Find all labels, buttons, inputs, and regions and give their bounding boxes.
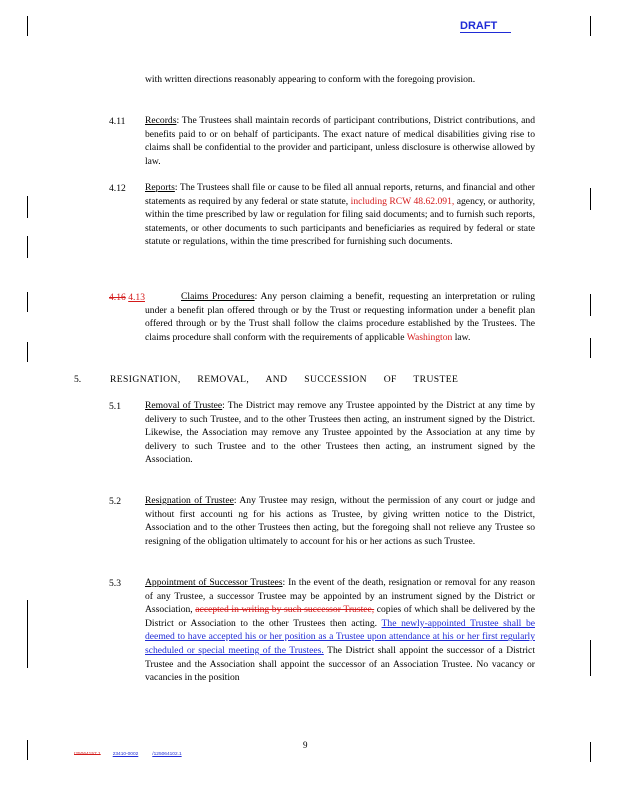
document-id-footer (74, 752, 182, 758)
records-text: : The Trustees shall maintain records of participant contributions, District contributions, and benefits paid to or on behalf of participants. The exact nature of medical disabilities giving rise to claims shall be confidential to the provider and participant, unless disclosure is otherwise allowed by law. (145, 115, 535, 167)
page-number: 9 (303, 740, 308, 750)
draft-watermark: DRAFT (460, 20, 511, 33)
change-bar (590, 188, 591, 210)
resignation-paragraph (145, 494, 535, 548)
successor-deleted-text: accepted in writing by such successor Trustee, (195, 604, 375, 616)
successor-text-a: : In the event of the death, resignation or removal for any reason of any Trustee, a successor Trustee may be appointed by an instrument signed by the District or Association, (145, 577, 535, 616)
deleted-section-number: 4.16 (109, 292, 126, 303)
removal-heading: Removal of Trustee (145, 400, 223, 411)
change-bar (27, 292, 28, 312)
intro-text: with written directions reasonably appearing to conform with the foregoing provision. (145, 74, 476, 85)
inserted-section-number: 4.13 (128, 292, 145, 303)
section-number-revised (109, 291, 145, 304)
reports-paragraph (145, 181, 535, 249)
successor-paragraph (145, 576, 535, 685)
change-bar (27, 600, 28, 668)
intro-paragraph (145, 73, 535, 87)
section-number: 5.3 (109, 578, 121, 589)
section-5-number: 5. (74, 374, 82, 385)
change-bar (590, 640, 591, 676)
successor-inserted-text: The newly-appointed Trustee shall be deemed to have accepted his or her position as a Trustee upon attendance at his or her first regularly scheduled or special meeting of the Trustees. (145, 617, 535, 656)
change-bar (27, 196, 28, 218)
section-number: 4.11 (109, 116, 126, 127)
section-number: 4.12 (109, 183, 126, 194)
reports-text-a: : The Trustees shall file or cause to be filed all annual reports, returns, and financial and other statements as required by any federal or state statute, (145, 182, 535, 207)
reports-heading: Reports (145, 182, 175, 193)
change-bar (27, 16, 28, 36)
claims-inserted-text: Washington (406, 331, 453, 343)
section-5-title: RESIGNATION, REMOVAL, AND SUCCESSION OF TRUSTEE (110, 374, 459, 385)
section-number: 5.1 (109, 401, 121, 412)
change-bar (590, 338, 591, 358)
reports-inserted-text: including RCW 48.62.091, (350, 195, 455, 207)
deleted-doc-id: I25064157.1 (74, 752, 101, 757)
claims-text-b: law. (454, 331, 471, 343)
client-matter-id: 23410-0002 (112, 752, 139, 757)
change-bar (590, 294, 591, 316)
successor-heading: Appointment of Successor Trustees (145, 577, 283, 588)
claims-heading: Claims Procedures (181, 291, 255, 302)
records-heading: Records (145, 115, 177, 126)
claims-text-a: : Any person claiming a benefit, requesting an interpretation or ruling under a benefit plan offered through or by the Trust or requesting information under a benefit plan offered through or by the Trust shall follow the claims procedure established by the Trustees. The claims procedure shall conform with the requirements of applicable (145, 291, 536, 343)
change-bar (590, 742, 591, 762)
change-bar (27, 342, 28, 362)
resignation-heading: Resignation of Trustee (145, 495, 234, 506)
records-paragraph (145, 114, 535, 168)
resignation-text: : Any Trustee may resign, without the permission of any court or judge and without first accounti ng for his actions as Trustee, by giving written notice to the District, Association and to the other Trustees then acting, but the foregoing shall not relieve any Trustee so resigning of the obligation ultimately to account for his or her actions as such Trustee. (145, 495, 535, 547)
change-bar (27, 740, 28, 760)
successor-text-b: copies of which shall be delivered by the District or Association to the other Trustees then acting. (145, 604, 535, 629)
successor-text-c: The District shall appoint the successor of a District Trustee and the Association shall appoint the successor of an Association Trustee. No vacancy or vacancies in the position (145, 644, 535, 684)
change-bar (590, 16, 591, 36)
claims-paragraph (145, 290, 535, 344)
change-bar (27, 236, 28, 258)
section-number: 5.2 (109, 496, 121, 507)
removal-paragraph (145, 399, 535, 467)
reports-text-b: agency, or authority, within the time prescribed by law or regulation for filing said documents; and to furnish such reports, statements, or other documents to such participants and beneficiaries as required by federal or state statute or regulations, within the time prescribed for furnishing such documents. (145, 195, 536, 248)
new-doc-id: /125064102.1 (152, 752, 182, 757)
removal-text: : The District may remove any Trustee appointed by the District at any time by delivery to such Trustee, and to the other Trustees then acting, an instrument signed by the District. Likewise, the Association may remove any Trustee appointed by the Association at any time by delivery to such Trustee and to the other Trustees then acting, an instrument signed by the Association. (145, 400, 536, 466)
